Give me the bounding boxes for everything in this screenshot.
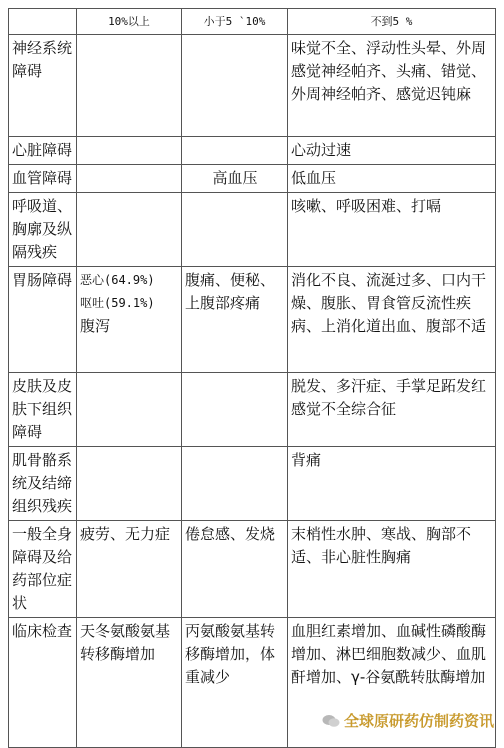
row-5-to-10-cell: 丙氨酸氨基转移酶增加，体重减少 <box>182 618 288 748</box>
watermark <box>322 710 494 731</box>
row-over-10-cell <box>77 447 182 521</box>
row-5-to-10-cell <box>182 137 288 165</box>
row-under-5-cell: 低血压 <box>288 165 496 193</box>
header-over-10-percent: 10%以上 <box>77 9 182 35</box>
row-5-to-10-cell <box>182 193 288 267</box>
watermark-text: 全球原研药仿制药资讯 <box>343 712 494 730</box>
adverse-reaction-table <box>8 8 496 748</box>
diarrhea-label: 腹泻 <box>80 317 111 335</box>
row-under-5-cell: 血胆红素增加、血碱性磷酸酶增加、淋巴细胞数减少、血肌酐增加、γ-谷氨酰转肽酶增加 <box>288 618 496 748</box>
row-over-10-cell: 疲劳、无力症 <box>77 521 182 618</box>
row-system-cell: 心脏障碍 <box>9 137 77 165</box>
table-row <box>9 137 496 165</box>
row-under-5-cell: 末梢性水肿、寒战、胸部不适、非心脏性胸痛 <box>288 521 496 618</box>
row-system-cell: 呼吸道、胸廓及纵隔残疾 <box>9 193 77 267</box>
nausea-rate: 恶心(64.9%) <box>80 273 155 287</box>
row-under-5-cell: 味觉不全、浮动性头晕、外周感觉神经帕齐、头痛、错觉、外周神经帕齐、感觉迟钝麻 <box>288 35 496 137</box>
row-system-cell: 肌骨骼系统及结缔组织残疾 <box>9 447 77 521</box>
header-empty-cell <box>9 9 77 35</box>
row-system-cell: 血管障碍 <box>9 165 77 193</box>
table-row <box>9 35 496 137</box>
table-row <box>9 193 496 267</box>
wechat-icon <box>322 714 340 728</box>
row-5-to-10-cell <box>182 447 288 521</box>
table-row <box>9 521 496 618</box>
row-over-10-cell <box>77 35 182 137</box>
row-over-10-cell <box>77 373 182 447</box>
row-5-to-10-cell: 高血压 <box>182 165 288 193</box>
row-under-5-cell: 消化不良、流涎过多、口内干燥、腹胀、胃食管反流性疾病、上消化道出血、腹部不适 <box>288 267 496 373</box>
table-row <box>9 447 496 521</box>
row-system-cell: 神经系统障碍 <box>9 35 77 137</box>
row-over-10-cell <box>77 267 182 373</box>
row-over-10-cell <box>77 193 182 267</box>
row-system-cell: 一般全身障碍及给药部位症状 <box>9 521 77 618</box>
row-under-5-cell: 脱发、多汗症、手掌足跖发红感觉不全综合征 <box>288 373 496 447</box>
row-under-5-cell: 背痛 <box>288 447 496 521</box>
row-over-10-cell <box>77 165 182 193</box>
table-header-row <box>9 9 496 35</box>
vomiting-rate: 呕吐(59.1%) <box>80 296 155 310</box>
row-5-to-10-cell: 腹痛、便秘、上腹部疼痛 <box>182 267 288 373</box>
row-5-to-10-cell: 倦怠感、发烧 <box>182 521 288 618</box>
row-system-cell: 胃肠障碍 <box>9 267 77 373</box>
row-over-10-cell <box>77 137 182 165</box>
row-system-cell: 临床检查 <box>9 618 77 748</box>
header-under-5-percent: 不到5 % <box>288 9 496 35</box>
row-system-cell: 皮肤及皮肤下组织障碍 <box>9 373 77 447</box>
row-5-to-10-cell <box>182 35 288 137</box>
table-row <box>9 267 496 373</box>
header-5-to-10-percent: 小于5 `10% <box>182 9 288 35</box>
row-under-5-cell: 咳嗽、呼吸困难、打嗝 <box>288 193 496 267</box>
row-under-5-cell: 心动过速 <box>288 137 496 165</box>
row-over-10-cell: 天冬氨酸氨基转移酶增加 <box>77 618 182 748</box>
row-5-to-10-cell <box>182 373 288 447</box>
table-row <box>9 373 496 447</box>
table-row <box>9 165 496 193</box>
